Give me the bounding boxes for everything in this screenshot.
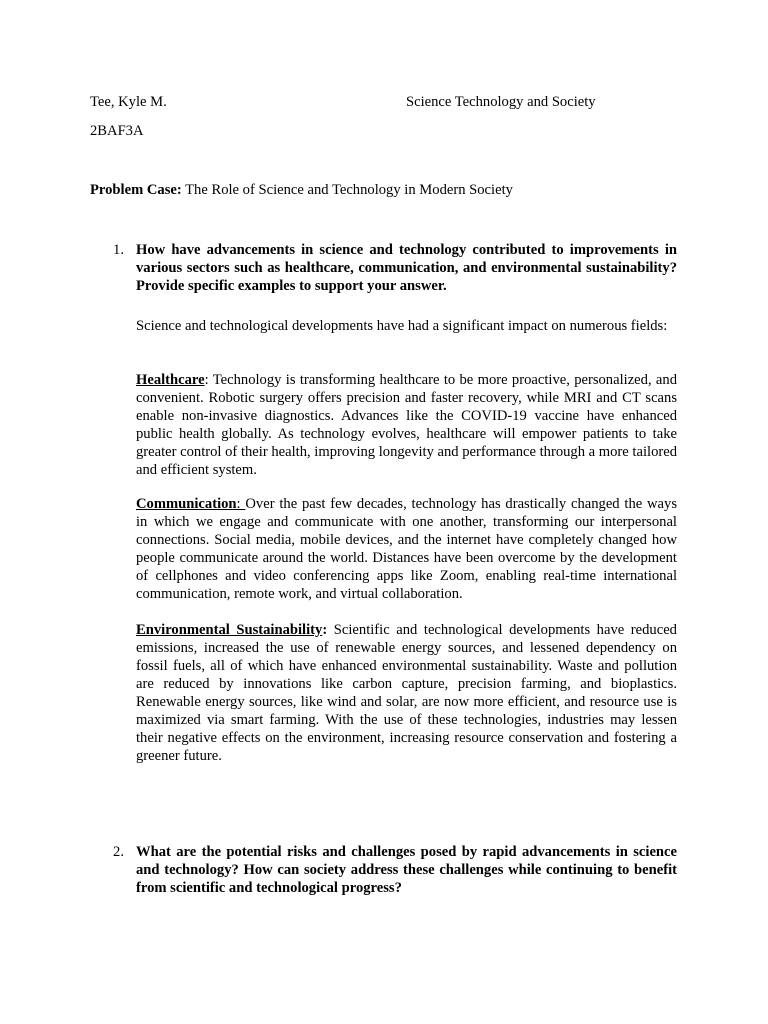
section-body: Scientific and technological developments have reduced emissions, increased the use of renewable energy sources, and lessened dependency on fossil fuels, all of which have enhanced environmental sustainability. Waste and pollution are reduced by innovations like carbon capture, precision farming, and bioplastics. Renewable energy sources, like wind and solar, are now more efficient, and resource use is maximized via smart farming. With the use of these technologies, industries may lessen their negative effects on the environment, increasing resource conservation and fostering a greener future. bbox=[136, 622, 677, 764]
question-number: 2. bbox=[113, 844, 124, 860]
answer-intro: Science and technological developments have had a significant impact on numerous fields: bbox=[136, 318, 668, 334]
section-heading: Healthcare bbox=[136, 372, 205, 388]
problem-case-line bbox=[90, 181, 513, 199]
answer-section-environment bbox=[136, 621, 677, 765]
section-separator: : bbox=[236, 496, 246, 512]
course-title: Science Technology and Society bbox=[406, 94, 596, 110]
student-name: Tee, Kyle M. bbox=[90, 94, 167, 110]
question-text: What are the potential risks and challenges posed by rapid advancements in science and technology? How can society address these challenges while continuing to benefit from scientific and technological progress? bbox=[136, 844, 677, 896]
problem-case-label: Problem Case: bbox=[90, 182, 182, 198]
question-text: How have advancements in science and technology contributed to improvements in various sectors such as healthcare, communication, and environmental sustainability? Provide specific examples to support your answer. bbox=[136, 242, 677, 294]
answer-section-healthcare bbox=[136, 371, 677, 479]
section-heading: Environmental Sustainability bbox=[136, 622, 323, 638]
section-code: 2BAF3A bbox=[90, 123, 144, 139]
section-heading: Communication bbox=[136, 496, 237, 512]
question-number: 1. bbox=[113, 242, 124, 258]
answer-section-communication bbox=[136, 495, 677, 603]
problem-case-title: The Role of Science and Technology in Modern Society bbox=[185, 182, 513, 198]
section-body: Over the past few decades, technology has drastically changed the ways in which we engage and communicate with one another, transforming our interpersonal connections. Social media, mobile devices, and the internet have completely changed how people communicate around the world. Distances have been overcome by the development of cellphones and video conferencing apps like Zoom, enabling real-time international communication, remote work, and virtual collaboration. bbox=[136, 496, 677, 602]
section-separator: : bbox=[322, 622, 328, 638]
section-separator: : bbox=[204, 372, 209, 388]
section-body: Technology is transforming healthcare to be more proactive, personalized, and convenient. Robotic surgery offers precision and faster recovery, while MRI and CT scans enable non-invasive diagnostics. Advances like the COVID-19 vaccine have enhanced public health globally. As technology evolves, healthcare will empower patients to take greater control of their health, improving longevity and performance through a more tailored and efficient system. bbox=[136, 372, 677, 478]
